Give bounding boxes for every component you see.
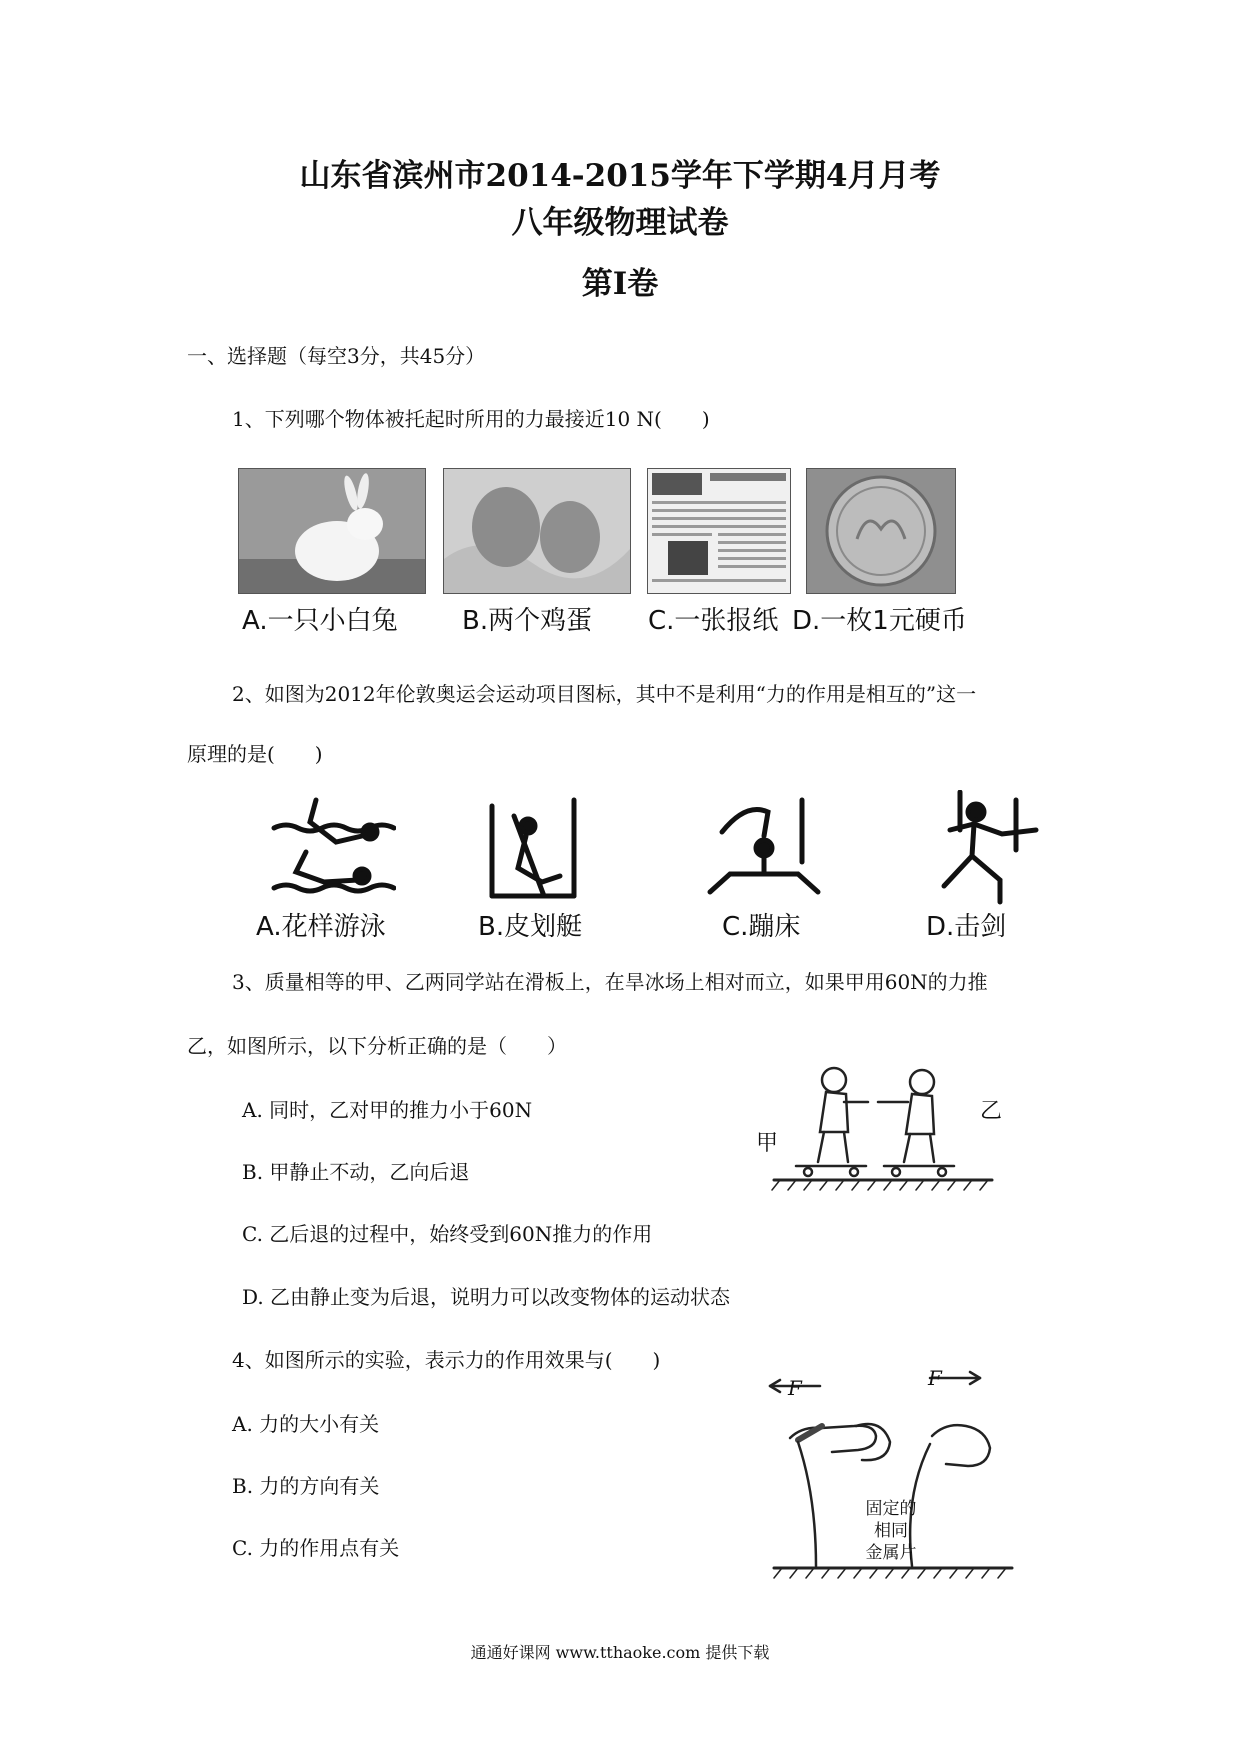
skateboard-push-figure xyxy=(756,1062,998,1192)
eggs-image xyxy=(443,468,631,594)
q2-caption-c: C.蹦床 xyxy=(722,912,801,942)
q2-caption-a: A.花样游泳 xyxy=(256,912,386,942)
rabbit-image xyxy=(238,468,426,594)
question-2-stem-line2: 原理的是( ) xyxy=(187,742,323,766)
q4-option-c: C. 力的作用点有关 xyxy=(232,1536,400,1560)
plate-label-line3: 金属片 xyxy=(865,1543,917,1563)
figure-label-yi: 乙 xyxy=(980,1099,1003,1124)
force-label-right: F xyxy=(928,1366,942,1390)
metal-plate-label xyxy=(856,1498,926,1564)
q2-caption-d: D.击剑 xyxy=(926,912,1007,942)
question-1-stem: 1、下列哪个物体被托起时所用的力最接近10 N( ) xyxy=(232,407,710,431)
section-heading: 一、选择题（每空3分，共45分） xyxy=(187,344,486,368)
coin-image xyxy=(806,468,956,594)
exam-title-line1: 山东省滨州市2014-2015学年下学期4月月考 xyxy=(299,158,941,194)
exam-title-line2: 八年级物理试卷 xyxy=(511,205,729,241)
q1-caption-a: A.一只小白兔 xyxy=(242,606,398,636)
question-3-stem-line2: 乙，如图所示，以下分析正确的是（ ） xyxy=(187,1034,567,1058)
q4-option-a: A. 力的大小有关 xyxy=(232,1412,380,1436)
plate-label-line2: 相同 xyxy=(874,1521,908,1541)
q1-caption-b: B.两个鸡蛋 xyxy=(462,606,593,636)
plate-label-line1: 固定的 xyxy=(865,1499,917,1519)
trampoline-icon xyxy=(706,792,822,908)
q2-caption-b: B.皮划艇 xyxy=(478,912,583,942)
q3-option-c: C. 乙后退的过程中，始终受到60N推力的作用 xyxy=(242,1222,653,1246)
q4-option-b: B. 力的方向有关 xyxy=(232,1474,380,1498)
footer-source: 通通好课网 www.tthaoke.com 提供下载 xyxy=(470,1643,770,1662)
question-4-stem: 4、如图所示的实验，表示力的作用效果与( ) xyxy=(232,1348,661,1372)
fencing-icon xyxy=(920,790,1040,910)
q3-option-a: A. 同时，乙对甲的推力小于60N xyxy=(242,1098,533,1122)
q3-option-b: B. 甲静止不动，乙向后退 xyxy=(242,1160,470,1184)
synchronized-swimming-icon xyxy=(266,792,396,908)
q1-caption-d: D.一枚1元硬币 xyxy=(792,606,967,636)
volume-title: 第I卷 xyxy=(581,266,659,302)
q1-caption-c: C.一张报纸 xyxy=(648,606,779,636)
force-label-left: F xyxy=(788,1376,802,1400)
figure-label-jia: 甲 xyxy=(756,1131,779,1156)
question-2-stem-line1: 2、如图为2012年伦敦奥运会运动项目图标，其中不是利用“力的作用是相互的”这一 xyxy=(232,682,977,706)
newspaper-image xyxy=(647,468,791,594)
q3-option-d: D. 乙由静止变为后退，说明力可以改变物体的运动状态 xyxy=(242,1285,731,1309)
canoe-icon xyxy=(484,796,584,908)
question-3-stem-line1: 3、质量相等的甲、乙两同学站在滑板上，在旱冰场上相对而立，如果甲用60N的力推 xyxy=(232,970,988,994)
